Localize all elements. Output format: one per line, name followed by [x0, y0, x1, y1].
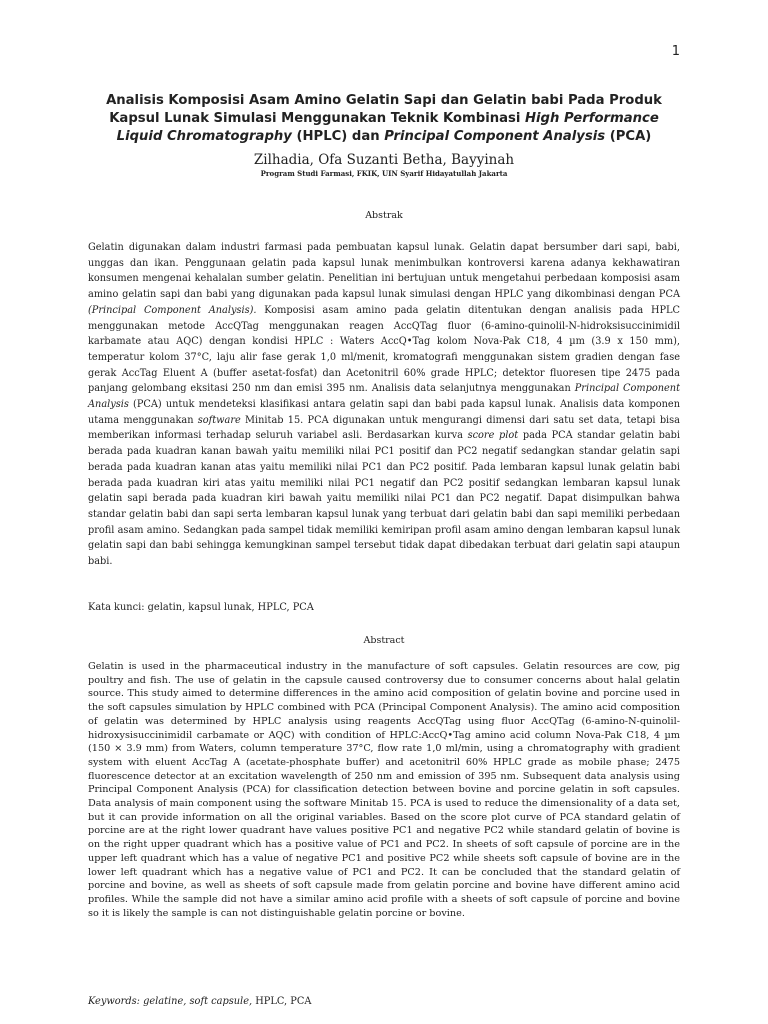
abstrak-text-2: Komposisi asam amino pada gelatin ditentukan dengan analisis pada HPLC menggunakan metode AccQTag menggunakan reagen AccQTag fluor (6-amino-quinolil-N-hidroksisuccinimidil karbamate atau AQC) dengan kondisi HPLC : Waters AccQ•Tag kolom Nova-Pak C18, 4 µm (3.9 x 150 mm), temperatur kolom 37°C, laju alir fase gerak 1,0 ml/menit, kromatografi menggunakan sistem gradien dengan fase gerak AccTag Eluent A (buffer asetat-fosfat) dan Acetonitril 60% grade HPLC; detektor fluoresen tipe 2475 pada panjang gelombang eksitasi 250 nm dan emisi 395 nm. Analisis data selanjutnya menggunakan	[88, 304, 680, 395]
abstrak-italic-4: score plot	[467, 430, 519, 442]
title-italic-1: High Performance Liquid Chromatography	[116, 111, 659, 144]
paper-title	[88, 92, 680, 146]
abstrak-text-4: Minitab 15. PCA digunakan untuk mengurangi dimensi dari satu set data, tetapi bisa memberikan informasi terhadap seluruh variabel asli. Berdasarkan kurva	[88, 414, 680, 442]
abstrak-paragraph	[88, 240, 680, 570]
abstrak-text-5: pada PCA standar gelatin babi berada pada kuadran kanan bawah yaitu memiliki nilai PC1 positif dan PC2 negatif sedangkan standar gelatin sapi berada pada kuadran kanan atas yaitu memiliki nilai PC1 dan PC2 positif. Pada lembaran kapsul lunak gelatin babi berada pada kuadran kiri atas yaitu memiliki nilai PC1 negatif dan PC2 positif sedangkan lembaran kapsul lunak gelatin sapi berada pada kuadran kiri bawah yaitu memiliki nilai PC1 dan PC2 negatif. Dapat disimpulkan bahwa standar gelatin babi dan sapi serta lembaran kapsul lunak yang terbuat dari gelatin babi dan sapi memiliki perbedaan profil asam amino. Sedangkan pada sampel tidak memiliki kemiripan profil asam amino dengan lembaran kapsul lunak gelatin sapi dan babi sehingga kemungkinan sampel tersebut tidak dapat dibedakan terbuat dari gelatin sapi ataupun babi.	[88, 430, 680, 568]
keywords-rest: HPLC, PCA	[252, 996, 312, 1007]
abstract-heading: Abstract	[363, 635, 405, 646]
abstrak-heading: Abstrak	[365, 210, 403, 221]
page-number: 1	[671, 44, 680, 59]
author-list: Zilhadia, Ofa Suzanti Betha, Bayyinah	[253, 152, 515, 168]
abstrak-italic-3: software	[197, 414, 241, 426]
keywords-label: Keywords: gelatine, soft capsule,	[88, 996, 253, 1007]
abstrak-italic-2: Principal Component Analysis	[88, 383, 680, 411]
title-part-2: (HPLC) dan	[291, 129, 385, 144]
abstrak-text-3: (PCA) untuk mendeteksi klasifikasi antara gelatin sapi dan babi pada kapsul lunak. Analisis data komponen utama menggunakan	[88, 399, 680, 426]
abstract-paragraph: Gelatin is used in the pharmaceutical industry in the manufacture of soft capsules. Gelatin resources are cow, pig poultry and fish. The use of gelatin in the capsule caused controversy due to consumer concerns about halal gelatin source. This study aimed to determine differences in the amino acid composition of gelatin bovine and porcine used in the soft capsules simulation by HPLC combined with PCA (Principal Component Analysis). The amino acid composition of gelatin was determined by HPLC analysis using reagents AccQTag using fluor AccQTag (6-amino-N-quinolil-hidroxysisuccinimidil carbamate or AQC) with condition of HPLC:AccQ•Tag amino acid column Nova-Pak C18, 4 µm (150 × 3.9 mm) from Waters, column temperature 37°C, flow rate 1,0 ml/min, using a chromatography with gradient system with eluent AccTag A (acetate-phosphate buffer) and acetonitril 60% HPLC grade as mobile phase; 2475 fluorescence detector at an excitation wavelength of 250 nm and emission of 395 nm. Subsequent data analysis using Principal Component Analysis (PCA) for classification detection between bovine and porcine gelatin in soft capsules. Data analysis of main component using the software Minitab 15. PCA is used to reduce the dimensionality of a data set, but it can provide information on all the original variables. Based on the score plot curve of PCA standard gelatin of porcine are at the right lower quadrant have values positive PC1 and negative PC2 while standard gelatin of bovine is on the right upper quadrant which has a positive value of PC1 and PC2. In sheets of soft capsule of porcine are in the upper left quadrant which has a value of negative PC1 and positive PC2 while sheets soft capsule of bovine are in the lower left quadrant which has a negative value of PC1 and PC2. It can be concluded that the standard gelatin of porcine and bovine, as well as sheets of soft capsule made from gelatin porcine and bovine have different amino acid profiles. While the sample did not have a similar amino acid profile with a sheets of soft capsule of porcine and bovine so it is likely the sample is can not distinguishable gelatin porcine or bovine.	[88, 661, 680, 919]
title-part-3: (PCA)	[605, 129, 652, 144]
keywords	[88, 996, 680, 1007]
kata-kunci: Kata kunci: gelatin, kapsul lunak, HPLC, PCA	[88, 602, 314, 613]
abstrak-italic-1: (Principal Component Analysis).	[88, 304, 257, 316]
title-part-1: Analisis Komposisi Asam Amino Gelatin Sapi dan Gelatin babi Pada Produk Kapsul Lunak Simulasi Menggunakan Teknik Kombinasi	[106, 93, 662, 126]
affiliation: Program Studi Farmasi, FKIK, UIN Syarif Hidayatullah Jakarta	[260, 169, 508, 178]
title-italic-2: Principal Component Analysis	[384, 129, 606, 144]
abstrak-text-1: Gelatin digunakan dalam industri farmasi pada pembuatan kapsul lunak. Gelatin dapat bersumber dari sapi, babi, unggas dan ikan. Penggunaan gelatin pada kapsul lunak menimbulkan kontroversi karena adanya kekhawatiran konsumen mengenai kehalalan sumber gelatin. Penelitian ini bertujuan untuk mengetahui perbedaan komposisi asam amino gelatin sapi dan babi yang digunakan pada kapsul lunak simulasi dengan HPLC yang dikombinasi dengan PCA	[88, 242, 680, 301]
